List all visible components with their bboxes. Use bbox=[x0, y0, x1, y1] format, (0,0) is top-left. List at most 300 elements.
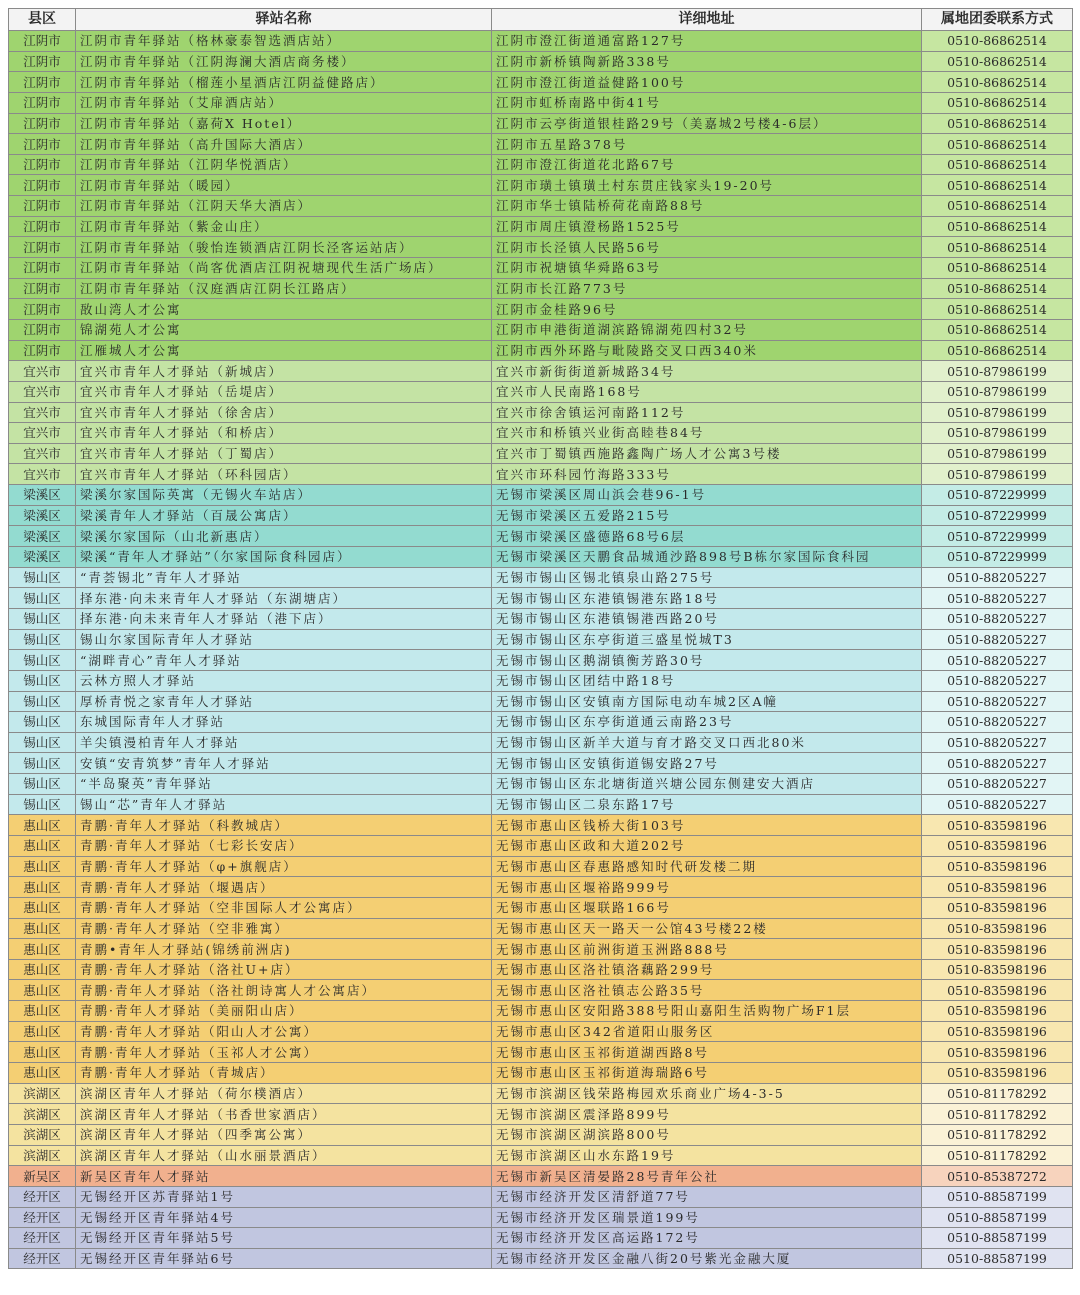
station-name-cell: 青鹏·青年人才驿站（空非雅寓） bbox=[76, 918, 492, 939]
address-cell: 无锡市锡山区团结中路18号 bbox=[492, 670, 922, 691]
station-name-cell: “湖畔青心”青年人才驿站 bbox=[76, 650, 492, 671]
contact-cell: 0510-86862514 bbox=[922, 278, 1073, 299]
address-cell: 无锡市惠山区钱桥大街103号 bbox=[492, 815, 922, 836]
station-name-cell: 敔山湾人才公寓 bbox=[76, 299, 492, 320]
contact-cell: 0510-83598196 bbox=[922, 1063, 1073, 1084]
station-name-cell: 无锡经开区青年驿站6号 bbox=[76, 1248, 492, 1269]
table-row bbox=[9, 1042, 1073, 1063]
address-cell: 江阴市周庄镇澄杨路1525号 bbox=[492, 216, 922, 237]
contact-cell: 0510-88205227 bbox=[922, 794, 1073, 815]
table-body bbox=[9, 31, 1073, 1269]
county-cell: 惠山区 bbox=[9, 1063, 76, 1084]
table-row bbox=[9, 92, 1073, 113]
station-name-cell: 江阴市青年驿站（江阴天华大酒店） bbox=[76, 196, 492, 217]
station-table bbox=[8, 8, 1073, 1269]
address-cell: 无锡市锡山区鹅湖镇衡芳路30号 bbox=[492, 650, 922, 671]
table-row bbox=[9, 588, 1073, 609]
station-name-cell: 江阴市青年驿站（高升国际大酒店） bbox=[76, 134, 492, 155]
table-row bbox=[9, 980, 1073, 1001]
county-cell: 锡山区 bbox=[9, 794, 76, 815]
station-name-cell: 安镇“安青筑梦”青年人才驿站 bbox=[76, 753, 492, 774]
contact-cell: 0510-88205227 bbox=[922, 753, 1073, 774]
table-row bbox=[9, 31, 1073, 52]
station-name-cell: 宜兴市青年人才驿站（和桥店） bbox=[76, 423, 492, 444]
station-name-cell: 梁溪“青年人才驿站”（尔家国际食科园店） bbox=[76, 547, 492, 568]
county-cell: 惠山区 bbox=[9, 815, 76, 836]
station-name-cell: 江阴市青年驿站（格林豪泰智选酒店站） bbox=[76, 31, 492, 52]
county-cell: 惠山区 bbox=[9, 856, 76, 877]
station-name-cell: 梁溪青年人才驿站（百晟公寓店） bbox=[76, 505, 492, 526]
address-cell: 无锡市梁溪区天鹏食品城通沙路898号B栋尔家国际食科园 bbox=[492, 547, 922, 568]
station-name-cell: 江阴市青年驿站（江阴华悦酒店） bbox=[76, 154, 492, 175]
contact-cell: 0510-85387272 bbox=[922, 1166, 1073, 1187]
address-cell: 江阴市申港街道湖滨路锦湖苑四村32号 bbox=[492, 319, 922, 340]
county-cell: 滨湖区 bbox=[9, 1083, 76, 1104]
county-cell: 梁溪区 bbox=[9, 505, 76, 526]
address-cell: 宜兴市和桥镇兴业街高睦巷84号 bbox=[492, 423, 922, 444]
contact-cell: 0510-88205227 bbox=[922, 650, 1073, 671]
county-cell: 宜兴市 bbox=[9, 381, 76, 402]
table-row bbox=[9, 505, 1073, 526]
table-row bbox=[9, 464, 1073, 485]
station-name-cell: 江阴市青年驿站（骏怡连锁酒店江阴长泾客运站店） bbox=[76, 237, 492, 258]
table-row bbox=[9, 712, 1073, 733]
table-row bbox=[9, 629, 1073, 650]
contact-cell: 0510-86862514 bbox=[922, 216, 1073, 237]
county-cell: 滨湖区 bbox=[9, 1145, 76, 1166]
address-cell: 无锡市惠山区洛社镇洛藕路299号 bbox=[492, 959, 922, 980]
contact-cell: 0510-81178292 bbox=[922, 1104, 1073, 1125]
table-row bbox=[9, 608, 1073, 629]
table-row bbox=[9, 877, 1073, 898]
contact-cell: 0510-86862514 bbox=[922, 92, 1073, 113]
contact-cell: 0510-86862514 bbox=[922, 175, 1073, 196]
table-row bbox=[9, 1248, 1073, 1269]
table-row bbox=[9, 732, 1073, 753]
station-name-cell: 宜兴市青年人才驿站（新城店） bbox=[76, 361, 492, 382]
county-cell: 锡山区 bbox=[9, 650, 76, 671]
table-row bbox=[9, 485, 1073, 506]
station-name-cell: 青鹏·青年人才驿站（洛社朗诗寓人才公寓店） bbox=[76, 980, 492, 1001]
table-row bbox=[9, 567, 1073, 588]
contact-cell: 0510-86862514 bbox=[922, 340, 1073, 361]
table-row bbox=[9, 113, 1073, 134]
table-row bbox=[9, 196, 1073, 217]
address-cell: 无锡市滨湖区山水东路19号 bbox=[492, 1145, 922, 1166]
county-cell: 锡山区 bbox=[9, 670, 76, 691]
address-cell: 江阴市澄江街道花北路67号 bbox=[492, 154, 922, 175]
contact-cell: 0510-83598196 bbox=[922, 980, 1073, 1001]
station-name-cell: 江阴市青年驿站（榴莲小星酒店江阴益健路店） bbox=[76, 72, 492, 93]
station-name-cell: “青荟锡北”青年人才驿站 bbox=[76, 567, 492, 588]
header-county: 县区 bbox=[9, 9, 76, 31]
station-name-cell: 江阴市青年驿站（汉庭酒店江阴长江路店） bbox=[76, 278, 492, 299]
table-row bbox=[9, 1228, 1073, 1249]
address-cell: 宜兴市新街街道新城路34号 bbox=[492, 361, 922, 382]
table-row bbox=[9, 959, 1073, 980]
county-cell: 新吴区 bbox=[9, 1166, 76, 1187]
table-row bbox=[9, 794, 1073, 815]
table-row bbox=[9, 856, 1073, 877]
station-name-cell: 无锡经开区青年驿站5号 bbox=[76, 1228, 492, 1249]
contact-cell: 0510-86862514 bbox=[922, 196, 1073, 217]
table-row bbox=[9, 1063, 1073, 1084]
station-name-cell: 梁溪尔家国际英寓（无锡火车站店） bbox=[76, 485, 492, 506]
address-cell: 江阴市长江路773号 bbox=[492, 278, 922, 299]
address-cell: 无锡市惠山区春惠路感知时代研发楼二期 bbox=[492, 856, 922, 877]
address-cell: 无锡市锡山区二泉东路17号 bbox=[492, 794, 922, 815]
address-cell: 无锡市锡山区东北塘街道兴塘公园东侧建安大酒店 bbox=[492, 774, 922, 795]
station-name-cell: 锡山尔家国际青年人才驿站 bbox=[76, 629, 492, 650]
county-cell: 江阴市 bbox=[9, 72, 76, 93]
table-row bbox=[9, 154, 1073, 175]
address-cell: 无锡市惠山区玉祁街道海瑞路6号 bbox=[492, 1063, 922, 1084]
address-cell: 无锡市锡山区新羊大道与育才路交叉口西北80米 bbox=[492, 732, 922, 753]
contact-cell: 0510-83598196 bbox=[922, 1001, 1073, 1022]
header-row bbox=[9, 9, 1073, 31]
header-contact: 属地团委联系方式 bbox=[922, 9, 1073, 31]
station-name-cell: 江阴市青年驿站（艾扉酒店站） bbox=[76, 92, 492, 113]
county-cell: 梁溪区 bbox=[9, 547, 76, 568]
address-cell: 江阴市新桥镇陶新路338号 bbox=[492, 51, 922, 72]
contact-cell: 0510-88205227 bbox=[922, 608, 1073, 629]
county-cell: 经开区 bbox=[9, 1207, 76, 1228]
table-row bbox=[9, 897, 1073, 918]
address-cell: 无锡市锡山区东港镇锡港西路20号 bbox=[492, 608, 922, 629]
contact-cell: 0510-81178292 bbox=[922, 1124, 1073, 1145]
address-cell: 江阴市祝塘镇华舜路63号 bbox=[492, 258, 922, 279]
contact-cell: 0510-83598196 bbox=[922, 918, 1073, 939]
contact-cell: 0510-83598196 bbox=[922, 856, 1073, 877]
contact-cell: 0510-88587199 bbox=[922, 1207, 1073, 1228]
station-name-cell: 羊尖镇漫柏青年人才驿站 bbox=[76, 732, 492, 753]
table-row bbox=[9, 1166, 1073, 1187]
address-cell: 江阴市云亭街道银桂路29号（美嘉城2号楼4-6层） bbox=[492, 113, 922, 134]
county-cell: 锡山区 bbox=[9, 712, 76, 733]
contact-cell: 0510-88587199 bbox=[922, 1248, 1073, 1269]
address-cell: 无锡市滨湖区钱荣路梅园欢乐商业广场4-3-5 bbox=[492, 1083, 922, 1104]
address-cell: 无锡市经济开发区金融八街20号紫光金融大厦 bbox=[492, 1248, 922, 1269]
table-row bbox=[9, 278, 1073, 299]
station-name-cell: 青鹏·青年人才驿站（青城店） bbox=[76, 1063, 492, 1084]
station-name-cell: 择东港·向未来青年人才驿站（东湖塘店） bbox=[76, 588, 492, 609]
station-name-cell: 青鹏·青年人才驿站（玉祁人才公寓） bbox=[76, 1042, 492, 1063]
county-cell: 惠山区 bbox=[9, 918, 76, 939]
table-row bbox=[9, 1124, 1073, 1145]
county-cell: 梁溪区 bbox=[9, 526, 76, 547]
county-cell: 江阴市 bbox=[9, 31, 76, 52]
station-name-cell: 择东港·向未来青年人才驿站（港下店） bbox=[76, 608, 492, 629]
contact-cell: 0510-87986199 bbox=[922, 361, 1073, 382]
address-cell: 宜兴市徐舍镇运河南路112号 bbox=[492, 402, 922, 423]
table-row bbox=[9, 1104, 1073, 1125]
table-row bbox=[9, 526, 1073, 547]
table-row bbox=[9, 547, 1073, 568]
station-name-cell: 滨湖区青年人才驿站（书香世家酒店） bbox=[76, 1104, 492, 1125]
county-cell: 经开区 bbox=[9, 1186, 76, 1207]
address-cell: 江阴市五星路378号 bbox=[492, 134, 922, 155]
contact-cell: 0510-88205227 bbox=[922, 588, 1073, 609]
station-name-cell: 云林方照人才驿站 bbox=[76, 670, 492, 691]
table-row bbox=[9, 134, 1073, 155]
contact-cell: 0510-87229999 bbox=[922, 485, 1073, 506]
address-cell: 无锡市惠山区政和大道202号 bbox=[492, 835, 922, 856]
contact-cell: 0510-87986199 bbox=[922, 464, 1073, 485]
address-cell: 江阴市澄江街道益健路100号 bbox=[492, 72, 922, 93]
county-cell: 惠山区 bbox=[9, 877, 76, 898]
contact-cell: 0510-83598196 bbox=[922, 1042, 1073, 1063]
contact-cell: 0510-88205227 bbox=[922, 629, 1073, 650]
contact-cell: 0510-86862514 bbox=[922, 237, 1073, 258]
address-cell: 江阴市华士镇陆桥荷花南路88号 bbox=[492, 196, 922, 217]
station-name-cell: 新吴区青年人才驿站 bbox=[76, 1166, 492, 1187]
address-cell: 无锡市惠山区堰裕路999号 bbox=[492, 877, 922, 898]
address-cell: 江阴市西外环路与毗陵路交叉口西340米 bbox=[492, 340, 922, 361]
table-row bbox=[9, 753, 1073, 774]
address-cell: 无锡市锡山区东亭街道三盛星悦城T3 bbox=[492, 629, 922, 650]
table-row bbox=[9, 443, 1073, 464]
contact-cell: 0510-88205227 bbox=[922, 670, 1073, 691]
address-cell: 江阴市虹桥南路中街41号 bbox=[492, 92, 922, 113]
county-cell: 江阴市 bbox=[9, 134, 76, 155]
county-cell: 经开区 bbox=[9, 1248, 76, 1269]
station-name-cell: 锡山“芯”青年人才驿站 bbox=[76, 794, 492, 815]
address-cell: 无锡市锡山区东亭街道通云南路23号 bbox=[492, 712, 922, 733]
contact-cell: 0510-83598196 bbox=[922, 939, 1073, 960]
contact-cell: 0510-86862514 bbox=[922, 72, 1073, 93]
contact-cell: 0510-87986199 bbox=[922, 381, 1073, 402]
table-row bbox=[9, 51, 1073, 72]
county-cell: 锡山区 bbox=[9, 588, 76, 609]
table-row bbox=[9, 402, 1073, 423]
table-row bbox=[9, 1186, 1073, 1207]
address-cell: 无锡市惠山区前洲街道玉洲路888号 bbox=[492, 939, 922, 960]
address-cell: 无锡市经济开发区瑞景道199号 bbox=[492, 1207, 922, 1228]
contact-cell: 0510-88205227 bbox=[922, 774, 1073, 795]
contact-cell: 0510-83598196 bbox=[922, 1021, 1073, 1042]
contact-cell: 0510-86862514 bbox=[922, 299, 1073, 320]
county-cell: 惠山区 bbox=[9, 1001, 76, 1022]
address-cell: 无锡市锡山区安镇街道锡安路27号 bbox=[492, 753, 922, 774]
contact-cell: 0510-87986199 bbox=[922, 423, 1073, 444]
address-cell: 江阴市金桂路96号 bbox=[492, 299, 922, 320]
contact-cell: 0510-88587199 bbox=[922, 1228, 1073, 1249]
county-cell: 惠山区 bbox=[9, 980, 76, 1001]
station-name-cell: 宜兴市青年人才驿站（岳堤店） bbox=[76, 381, 492, 402]
contact-cell: 0510-86862514 bbox=[922, 258, 1073, 279]
county-cell: 锡山区 bbox=[9, 567, 76, 588]
county-cell: 宜兴市 bbox=[9, 443, 76, 464]
county-cell: 惠山区 bbox=[9, 959, 76, 980]
station-name-cell: 宜兴市青年人才驿站（环科园店） bbox=[76, 464, 492, 485]
station-name-cell: 梁溪尔家国际（山北新惠店） bbox=[76, 526, 492, 547]
contact-cell: 0510-83598196 bbox=[922, 897, 1073, 918]
contact-cell: 0510-81178292 bbox=[922, 1083, 1073, 1104]
contact-cell: 0510-88205227 bbox=[922, 567, 1073, 588]
contact-cell: 0510-86862514 bbox=[922, 319, 1073, 340]
address-cell: 无锡市锡山区安镇南方国际电动车城2区A幢 bbox=[492, 691, 922, 712]
station-name-cell: 东城国际青年人才驿站 bbox=[76, 712, 492, 733]
table-row bbox=[9, 340, 1073, 361]
header-address: 详细地址 bbox=[492, 9, 922, 31]
county-cell: 宜兴市 bbox=[9, 423, 76, 444]
contact-cell: 0510-83598196 bbox=[922, 959, 1073, 980]
contact-cell: 0510-87229999 bbox=[922, 526, 1073, 547]
county-cell: 锡山区 bbox=[9, 608, 76, 629]
county-cell: 江阴市 bbox=[9, 154, 76, 175]
table-row bbox=[9, 691, 1073, 712]
contact-cell: 0510-86862514 bbox=[922, 154, 1073, 175]
table-row bbox=[9, 939, 1073, 960]
station-name-cell: 滨湖区青年人才驿站（荷尔樸酒店） bbox=[76, 1083, 492, 1104]
address-cell: 无锡市新吴区清晏路28号青年公社 bbox=[492, 1166, 922, 1187]
table-row bbox=[9, 670, 1073, 691]
county-cell: 江阴市 bbox=[9, 92, 76, 113]
address-cell: 无锡市梁溪区五爱路215号 bbox=[492, 505, 922, 526]
contact-cell: 0510-86862514 bbox=[922, 31, 1073, 52]
contact-cell: 0510-88205227 bbox=[922, 712, 1073, 733]
county-cell: 江阴市 bbox=[9, 278, 76, 299]
county-cell: 江阴市 bbox=[9, 237, 76, 258]
contact-cell: 0510-83598196 bbox=[922, 815, 1073, 836]
station-name-cell: 江阴市青年驿站（紫金山庄） bbox=[76, 216, 492, 237]
address-cell: 无锡市经济开发区高运路172号 bbox=[492, 1228, 922, 1249]
table-row bbox=[9, 237, 1073, 258]
county-cell: 宜兴市 bbox=[9, 402, 76, 423]
station-name-cell: 江阴市青年驿站（暖园） bbox=[76, 175, 492, 196]
table-row bbox=[9, 1083, 1073, 1104]
station-name-cell: 青鹏·青年人才驿站（空非国际人才公寓店） bbox=[76, 897, 492, 918]
address-cell: 宜兴市人民南路168号 bbox=[492, 381, 922, 402]
county-cell: 惠山区 bbox=[9, 897, 76, 918]
table-row bbox=[9, 918, 1073, 939]
address-cell: 宜兴市环科园竹海路333号 bbox=[492, 464, 922, 485]
county-cell: 梁溪区 bbox=[9, 485, 76, 506]
contact-cell: 0510-87229999 bbox=[922, 547, 1073, 568]
table-row bbox=[9, 175, 1073, 196]
header-station-name: 驿站名称 bbox=[76, 9, 492, 31]
address-cell: 无锡市滨湖区湖滨路800号 bbox=[492, 1124, 922, 1145]
station-name-cell: 无锡经开区苏青驿站1号 bbox=[76, 1186, 492, 1207]
address-cell: 无锡市锡山区东港镇锡港东路18号 bbox=[492, 588, 922, 609]
contact-cell: 0510-88587199 bbox=[922, 1186, 1073, 1207]
contact-cell: 0510-87229999 bbox=[922, 505, 1073, 526]
county-cell: 宜兴市 bbox=[9, 464, 76, 485]
address-cell: 无锡市惠山区洛社镇志公路35号 bbox=[492, 980, 922, 1001]
station-name-cell: 青鹏·青年人才驿站（七彩长安店） bbox=[76, 835, 492, 856]
table-row bbox=[9, 774, 1073, 795]
county-cell: 江阴市 bbox=[9, 258, 76, 279]
table-row bbox=[9, 650, 1073, 671]
table-row bbox=[9, 1021, 1073, 1042]
address-cell: 江阴市澄江街道通富路127号 bbox=[492, 31, 922, 52]
contact-cell: 0510-86862514 bbox=[922, 113, 1073, 134]
station-name-cell: 无锡经开区青年驿站4号 bbox=[76, 1207, 492, 1228]
county-cell: 滨湖区 bbox=[9, 1124, 76, 1145]
table-row bbox=[9, 1207, 1073, 1228]
table-row bbox=[9, 299, 1073, 320]
station-name-cell: 青鹏·青年人才驿站（阳山人才公寓） bbox=[76, 1021, 492, 1042]
station-name-cell: 青鹏·青年人才驿站（科教城店） bbox=[76, 815, 492, 836]
station-name-cell: 滨湖区青年人才驿站（四季寓公寓） bbox=[76, 1124, 492, 1145]
address-cell: 无锡市惠山区天一路天一公馆43号楼22楼 bbox=[492, 918, 922, 939]
address-cell: 江阴市长泾镇人民路56号 bbox=[492, 237, 922, 258]
contact-cell: 0510-88205227 bbox=[922, 732, 1073, 753]
station-name-cell: 江阴市青年驿站（嘉荷X Hotel） bbox=[76, 113, 492, 134]
address-cell: 江阴市璜土镇璜土村东贯庄钱家头19-20号 bbox=[492, 175, 922, 196]
county-cell: 惠山区 bbox=[9, 1021, 76, 1042]
county-cell: 锡山区 bbox=[9, 753, 76, 774]
table-row bbox=[9, 1145, 1073, 1166]
table-row bbox=[9, 423, 1073, 444]
county-cell: 江阴市 bbox=[9, 299, 76, 320]
table-row bbox=[9, 835, 1073, 856]
address-cell: 无锡市梁溪区周山浜会巷96-1号 bbox=[492, 485, 922, 506]
table-row bbox=[9, 216, 1073, 237]
contact-cell: 0510-88205227 bbox=[922, 691, 1073, 712]
address-cell: 无锡市惠山区玉祁街道湖西路8号 bbox=[492, 1042, 922, 1063]
table-row bbox=[9, 319, 1073, 340]
county-cell: 江阴市 bbox=[9, 113, 76, 134]
station-name-cell: 宜兴市青年人才驿站（徐舍店） bbox=[76, 402, 492, 423]
county-cell: 锡山区 bbox=[9, 691, 76, 712]
address-cell: 宜兴市丁蜀镇西施路鑫陶广场人才公寓3号楼 bbox=[492, 443, 922, 464]
table-row bbox=[9, 361, 1073, 382]
address-cell: 无锡市惠山区堰联路166号 bbox=[492, 897, 922, 918]
county-cell: 惠山区 bbox=[9, 835, 76, 856]
station-name-cell: 锦湖苑人才公寓 bbox=[76, 319, 492, 340]
county-cell: 滨湖区 bbox=[9, 1104, 76, 1125]
address-cell: 无锡市梁溪区盛德路68号6层 bbox=[492, 526, 922, 547]
station-name-cell: 宜兴市青年人才驿站（丁蜀店） bbox=[76, 443, 492, 464]
table-row bbox=[9, 815, 1073, 836]
county-cell: 锡山区 bbox=[9, 732, 76, 753]
county-cell: 惠山区 bbox=[9, 1042, 76, 1063]
county-cell: 江阴市 bbox=[9, 319, 76, 340]
contact-cell: 0510-87986199 bbox=[922, 443, 1073, 464]
station-name-cell: 青鹏·青年人才驿站（φ+旗舰店） bbox=[76, 856, 492, 877]
county-cell: 锡山区 bbox=[9, 774, 76, 795]
contact-cell: 0510-81178292 bbox=[922, 1145, 1073, 1166]
station-name-cell: “半岛聚英”青年驿站 bbox=[76, 774, 492, 795]
station-name-cell: 江雁城人才公寓 bbox=[76, 340, 492, 361]
county-cell: 江阴市 bbox=[9, 216, 76, 237]
station-name-cell: 青鹏•青年人才驿站(锦绣前洲店) bbox=[76, 939, 492, 960]
contact-cell: 0510-87986199 bbox=[922, 402, 1073, 423]
contact-cell: 0510-83598196 bbox=[922, 877, 1073, 898]
station-name-cell: 青鹏·青年人才驿站（美丽阳山店） bbox=[76, 1001, 492, 1022]
address-cell: 无锡市锡山区锡北镇泉山路275号 bbox=[492, 567, 922, 588]
county-cell: 江阴市 bbox=[9, 196, 76, 217]
station-name-cell: 青鹏·青年人才驿站（洛社U+店） bbox=[76, 959, 492, 980]
contact-cell: 0510-86862514 bbox=[922, 134, 1073, 155]
address-cell: 无锡市惠山区342省道阳山服务区 bbox=[492, 1021, 922, 1042]
station-name-cell: 滨湖区青年人才驿站（山水丽景酒店） bbox=[76, 1145, 492, 1166]
county-cell: 江阴市 bbox=[9, 340, 76, 361]
station-name-cell: 厚桥青悦之家青年人才驿站 bbox=[76, 691, 492, 712]
contact-cell: 0510-86862514 bbox=[922, 51, 1073, 72]
county-cell: 江阴市 bbox=[9, 175, 76, 196]
county-cell: 惠山区 bbox=[9, 939, 76, 960]
address-cell: 无锡市惠山区安阳路388号阳山嘉阳生活购物广场F1层 bbox=[492, 1001, 922, 1022]
table-row bbox=[9, 1001, 1073, 1022]
contact-cell: 0510-83598196 bbox=[922, 835, 1073, 856]
table-row bbox=[9, 72, 1073, 93]
county-cell: 经开区 bbox=[9, 1228, 76, 1249]
table-row bbox=[9, 258, 1073, 279]
table-row bbox=[9, 381, 1073, 402]
station-name-cell: 江阴市青年驿站（尚客优酒店江阴祝塘现代生活广场店） bbox=[76, 258, 492, 279]
